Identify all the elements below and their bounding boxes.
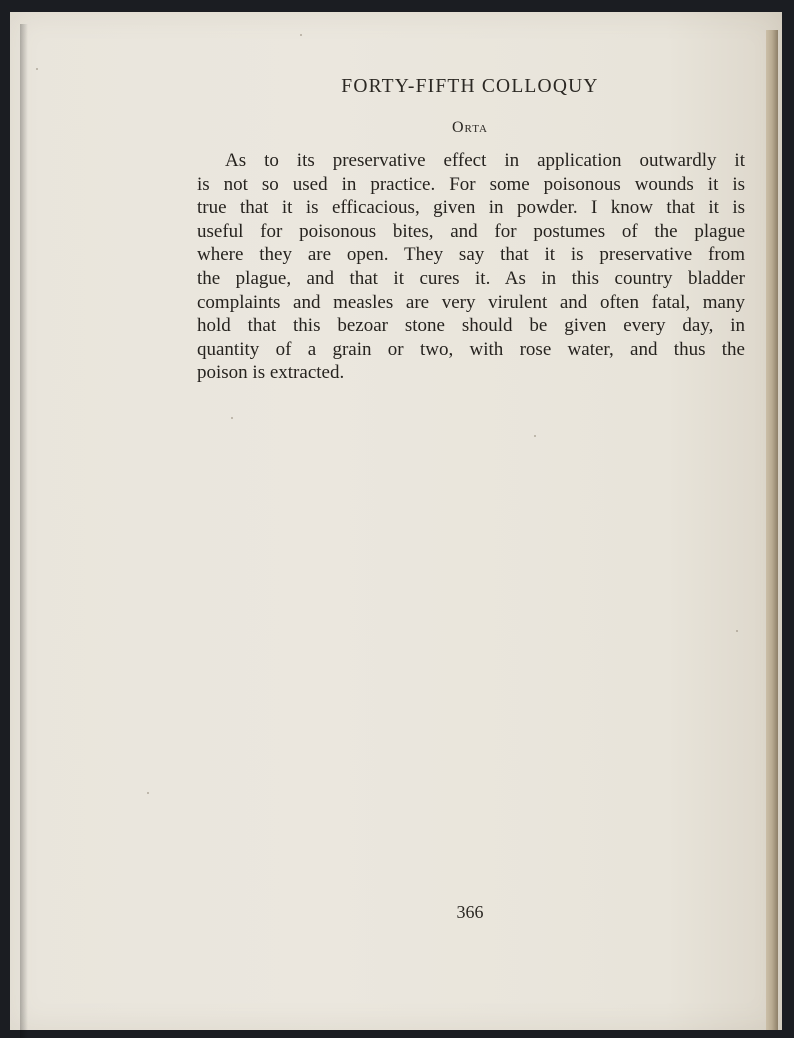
chapter-heading: FORTY-FIFTH COLLOQUY — [341, 76, 599, 97]
paragraph-line: useful for poisonous bites, and for postumes of the plague — [197, 220, 745, 242]
paper-speck — [147, 792, 149, 794]
page-number: 366 — [456, 902, 484, 922]
speaker-name: Orta — [451, 119, 488, 136]
paragraph-line: hold that this bezoar stone should be given every day, in — [197, 315, 745, 337]
paragraph-line: poison is extracted. — [197, 362, 345, 384]
paper-page — [10, 12, 782, 1030]
spine-shadow — [20, 24, 28, 1038]
paragraph-line: where they are open. They say that it is preservative from — [197, 244, 745, 266]
paper-speck — [736, 630, 738, 632]
paper-speck — [534, 435, 536, 437]
body-paragraph — [197, 149, 745, 385]
paper-speck — [36, 68, 38, 70]
paragraph-line: the plague, and that it cures it. As in this country bladder — [197, 267, 745, 289]
paper-speck — [300, 34, 302, 36]
paper-speck — [231, 417, 233, 419]
paragraph-line: is not so used in practice. For some poisonous wounds it is — [197, 173, 745, 195]
paragraph-line: As to its preservative effect in application outwardly it — [225, 150, 745, 171]
page-edge — [766, 30, 778, 1030]
paragraph-line: quantity of a grain or two, with rose water, and thus the — [197, 338, 745, 360]
paragraph-line: true that it is efficacious, given in powder. I know that it is — [197, 197, 745, 219]
paragraph-line: complaints and measles are very virulent and often fatal, many — [197, 291, 745, 313]
